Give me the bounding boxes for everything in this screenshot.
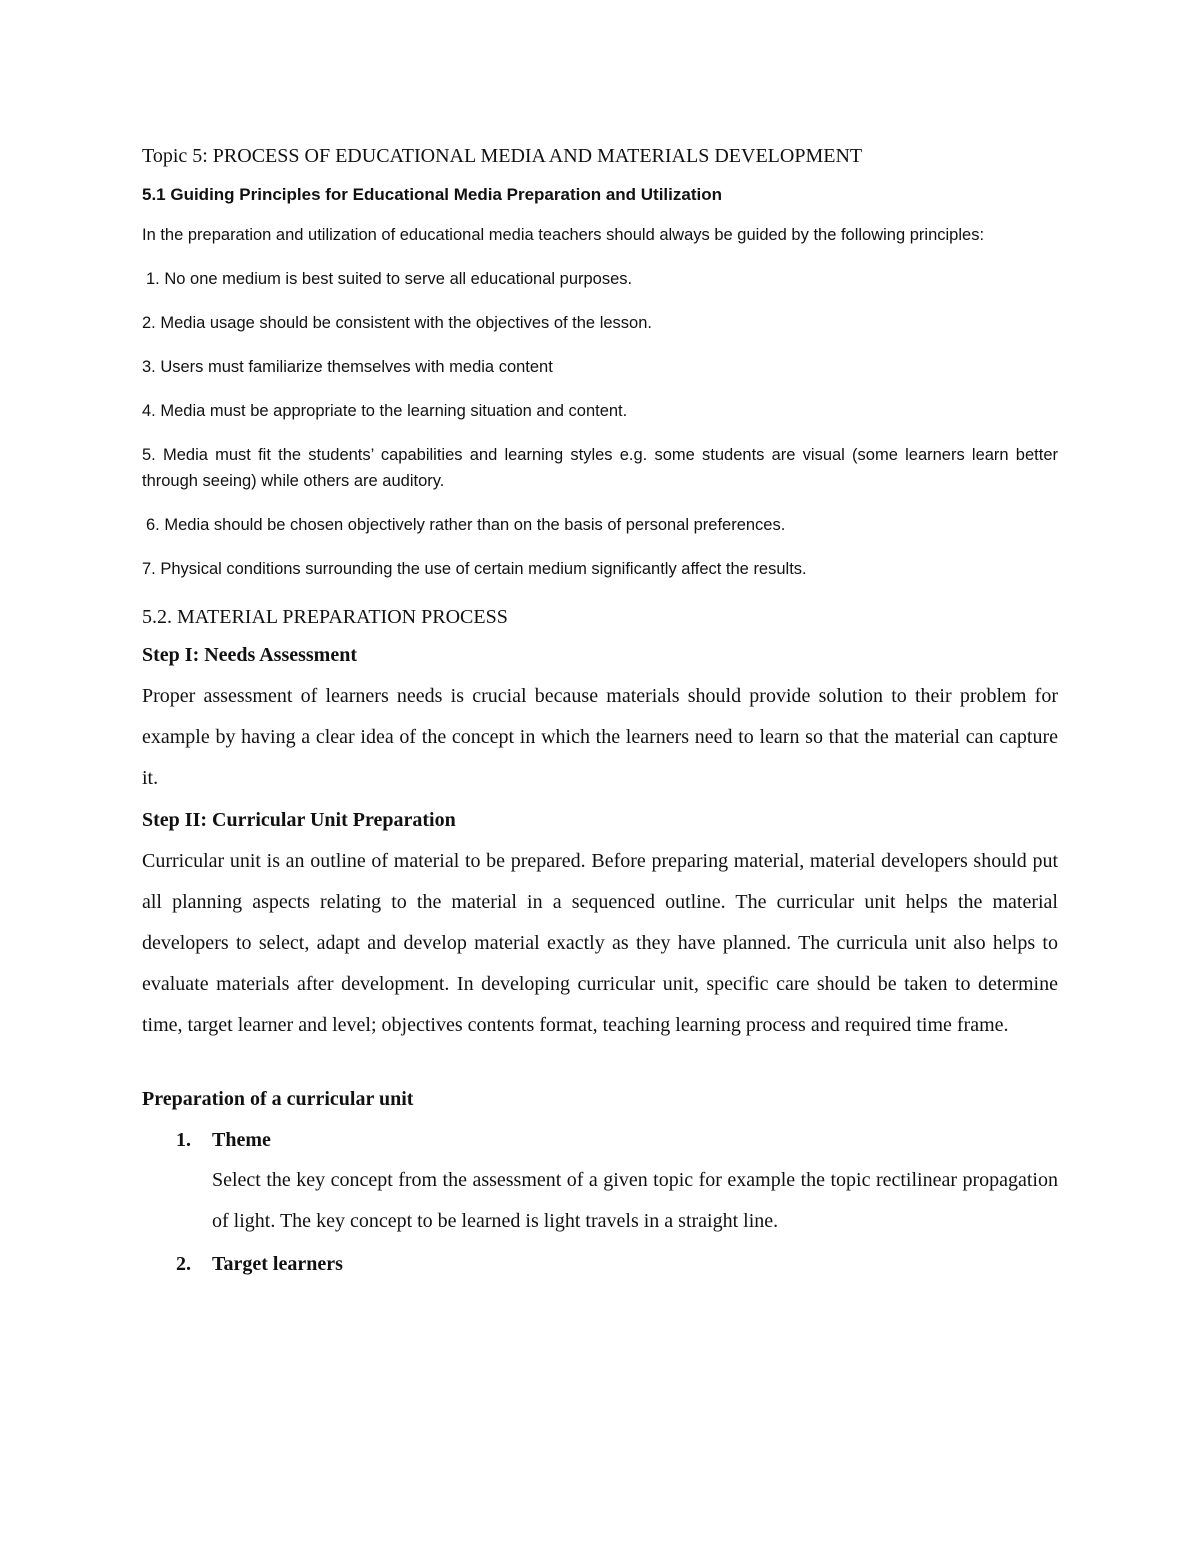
step-1-heading: Step I: Needs Assessment xyxy=(142,644,357,666)
item-title: Theme xyxy=(212,1129,271,1151)
item-number: 2. xyxy=(176,1253,191,1275)
principle-item: 4. Media must be appropriate to the learning situation and content. xyxy=(142,402,628,420)
step-2-text: Curricular unit is an outline of material to be prepared. Before preparing material, material developers should put all planning aspects relating to the material in a sequenced outline. The curricular unit helps the material developers to select, adapt and develop material exactly as they have planned. The curricula unit also helps to evaluate materials after development. In developing curricular unit, specific care should be taken to determine time, target learner and level; objectives contents format, teaching learning process and required time frame. xyxy=(142,850,1058,1036)
principles-list xyxy=(142,266,1058,582)
item-number: 1. xyxy=(176,1129,191,1151)
document-page xyxy=(142,140,1058,1284)
item-text: Select the key concept from the assessment of a given topic for example the topic rectilinear propagation of light. The key concept to be learned is light travels in a straight line. xyxy=(212,1169,1058,1232)
list-item xyxy=(142,1120,1058,1242)
list-item xyxy=(142,1244,1058,1284)
principles-intro: In the preparation and utilization of educational media teachers should always be guided by the following principles: xyxy=(142,226,985,244)
curricular-unit-list xyxy=(142,1120,1058,1284)
section-5-2-heading: 5.2. MATERIAL PREPARATION PROCESS xyxy=(142,606,508,628)
principle-item: 1. No one medium is best suited to serve all educational purposes. xyxy=(146,270,633,288)
principle-item: 7. Physical conditions surrounding the use of certain medium significantly affect the results. xyxy=(142,560,807,578)
blank-line xyxy=(142,1050,1058,1082)
principle-item: 5. Media must fit the students’ capabilities and learning styles e.g. some students are visual (some learners learn better through seeing) while others are auditory. xyxy=(142,446,1058,490)
principle-item: 2. Media usage should be consistent with the objectives of the lesson. xyxy=(142,314,652,332)
section-5-1-heading: 5.1 Guiding Principles for Educational Media Preparation and Utilization xyxy=(142,185,722,204)
principle-item: 3. Users must familiarize themselves with media content xyxy=(142,358,553,376)
step-1-text: Proper assessment of learners needs is crucial because materials should provide solution to their problem for example by having a clear idea of the concept in which the learners need to learn so that the material can capture it. xyxy=(142,685,1058,789)
item-title: Target learners xyxy=(212,1253,343,1275)
topic-title: Topic 5: PROCESS OF EDUCATIONAL MEDIA AND MATERIALS DEVELOPMENT xyxy=(142,145,863,167)
principle-item: 6. Media should be chosen objectively rather than on the basis of personal preferences. xyxy=(146,516,786,534)
step-2-heading: Step II: Curricular Unit Preparation xyxy=(142,809,456,831)
preparation-heading: Preparation of a curricular unit xyxy=(142,1088,414,1110)
